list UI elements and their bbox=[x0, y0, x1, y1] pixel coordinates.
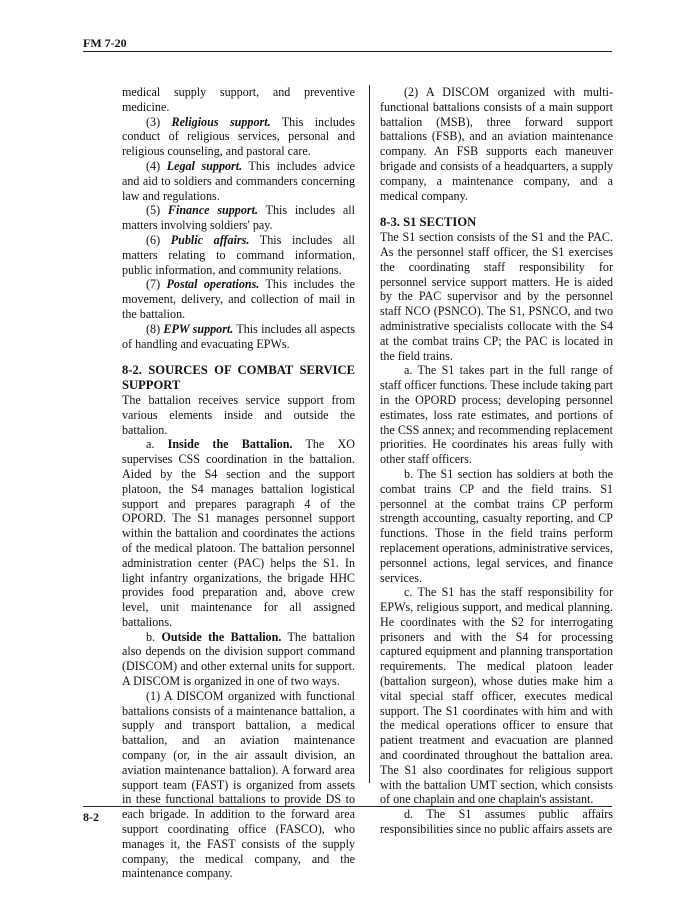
section-intro: The battalion receives service support from various elements inside and outside the battalion. bbox=[122, 392, 355, 437]
item-number: (4) bbox=[146, 158, 167, 173]
page-number: 8-2 bbox=[83, 810, 99, 824]
item-letter: b. bbox=[146, 629, 162, 644]
footer-rule bbox=[83, 806, 612, 807]
item-number: (6) bbox=[146, 232, 171, 247]
paragraph-public-affairs bbox=[122, 233, 355, 277]
paragraph-text: This includes all aspects of handling and evacuating EPWs. bbox=[122, 321, 355, 351]
term-public-affairs: Public affairs. bbox=[170, 232, 250, 247]
paragraph-text: This includes the movement, delivery, and collection of mail in the battalion. bbox=[122, 277, 355, 321]
paragraph-inside-battalion bbox=[122, 437, 355, 629]
item-number: (7) bbox=[146, 277, 167, 292]
paragraph-discom-functional: (1) A DISCOM organized with functional battalions consists of a maintenance battalion, a supply and transport battalion, a medical battalion, and an aviation maintenance company (or, in the air assault division, an aviation maintenance battalion). A forward area support team (FAST) is organized from assets in these functional battalions to provide DS to each brigade. In addition to the forward area support coordinating office (FASCO), who manages it, the FAST consists of the supply company, the medical company, and the maintenance company. bbox=[122, 688, 355, 881]
paragraph-discom-multifunctional: (2) A DISCOM organized with multi-functional battalions consists of a main support battalion (MSB), three forward support battalions (FSB), and an aviation maintenance company. An FSB supports each maneuver brigade and consists of a headquarters, a supply company, a maintenance company, and a medical company. bbox=[380, 85, 613, 203]
paragraph-text: The XO supervises CSS coordination in the battalion. Aided by the S4 section and the support platoon, the S4 manages battalion logistical support and prepares paragraph 4 of the OPORD. The S1 manages personnel support within the battalion and coordinates the actions of the medical platoon. The battalion personnel administration center (PAC) helps the S1. In light infantry organizations, the brigade HHC provides food preparation and, above crew level, unit maintenance for all assigned battalions. bbox=[122, 437, 355, 629]
section-intro: The S1 section consists of the S1 and the PAC. As the personnel staff officer, the S1 exercises the coordinating staff responsibility for personnel service support matters. He is aided by the PAC supervisor and by the personnel staff NCO (PSNCO). The S1, PSNCO, and two administrative specialists collocate with the S4 at the combat trains CP; the PAC is located in the field trains. bbox=[380, 230, 613, 363]
section-heading-8-3: 8-3. S1 SECTION bbox=[380, 215, 477, 230]
paragraph-outside-battalion bbox=[122, 630, 355, 689]
term-inside-battalion: Inside the Battalion. bbox=[167, 437, 293, 452]
paragraph-d: d. The S1 assumes public affairs responsibilities since no public affairs assets are bbox=[380, 807, 613, 837]
paragraph-text: This includes all matters involving soldiers' pay. bbox=[122, 203, 356, 233]
item-number: (3) bbox=[146, 114, 172, 129]
left-column bbox=[122, 85, 355, 881]
paragraph-c: c. The S1 has the staff responsibility for EPWs, religious support, and medical planning. He coordinates with the S2 for interrogating prisoners and with the S4 for processing captured equipment and planning transportation requirements. The medical platoon leader (battalion surgeon), whose duties make him a vital special staff officer, executes medical support. The S1 coordinates with him and with the medical operations officer to ensure that patient treatment and evacuation are planned and coordinated throughout the battalion area. The S1 also coordinates for religious support with the battalion UMT section, which consists of one chaplain and one chaplain's assistant. bbox=[380, 585, 613, 807]
paragraph-postal-operations bbox=[122, 277, 355, 321]
section-heading-8-2: 8-2. SOURCES OF COMBAT SERVICE SUPPORT bbox=[122, 363, 355, 393]
paragraph-text: This includes all matters relating to command information, public information, and community relations. bbox=[122, 232, 355, 277]
paragraph-a: a. The S1 takes part in the full range of staff officer functions. These include taking part in the OPORD process; developing personnel estimates, loss rate estimates, and portions of the CSS annex; and recommending replacement priorities. He coordinates his areas fully with other staff officers. bbox=[380, 363, 613, 467]
term-legal-support: Legal support. bbox=[166, 158, 243, 173]
term-outside-battalion: Outside the Battalion. bbox=[161, 629, 282, 644]
paragraph-text: This includes advice and aid to soldiers and commanders concerning law and regulations. bbox=[122, 158, 356, 203]
paragraph-religious-support bbox=[122, 115, 355, 159]
paragraph-continuation: medical supply support, and preventive medicine. bbox=[122, 85, 355, 114]
item-number: (5) bbox=[146, 203, 168, 218]
paragraph-legal-support bbox=[122, 159, 355, 203]
paragraph-b: b. The S1 section has soldiers at both the combat trains CP and the field trains. S1 personnel at the combat trains CP perform strength accounting, casualty reporting, and CP functions. Those in the field trains perform replacement operations, administrative services, personnel actions, legal services, and finance services. bbox=[380, 466, 613, 585]
paragraph-epw-support bbox=[122, 322, 355, 352]
paragraph-text: This includes conduct of religious services, personal and religious counseling, and pastoral care. bbox=[122, 114, 355, 159]
running-header: FM 7-20 bbox=[83, 36, 127, 50]
header-rule bbox=[83, 51, 612, 52]
term-religious-support: Religious support. bbox=[171, 114, 271, 129]
item-number: (8) bbox=[146, 321, 164, 336]
paragraph-finance-support bbox=[122, 203, 355, 233]
term-epw-support: EPW support. bbox=[163, 321, 234, 336]
paragraph-text: The battalion also depends on the division support command (DISCOM) and other external units for support. A DISCOM is organized in one of two ways. bbox=[122, 629, 355, 689]
column-divider bbox=[369, 85, 370, 783]
term-postal-operations: Postal operations. bbox=[166, 277, 260, 292]
item-letter: a. bbox=[146, 437, 168, 452]
right-column bbox=[380, 85, 613, 837]
term-finance-support: Finance support. bbox=[167, 203, 258, 218]
